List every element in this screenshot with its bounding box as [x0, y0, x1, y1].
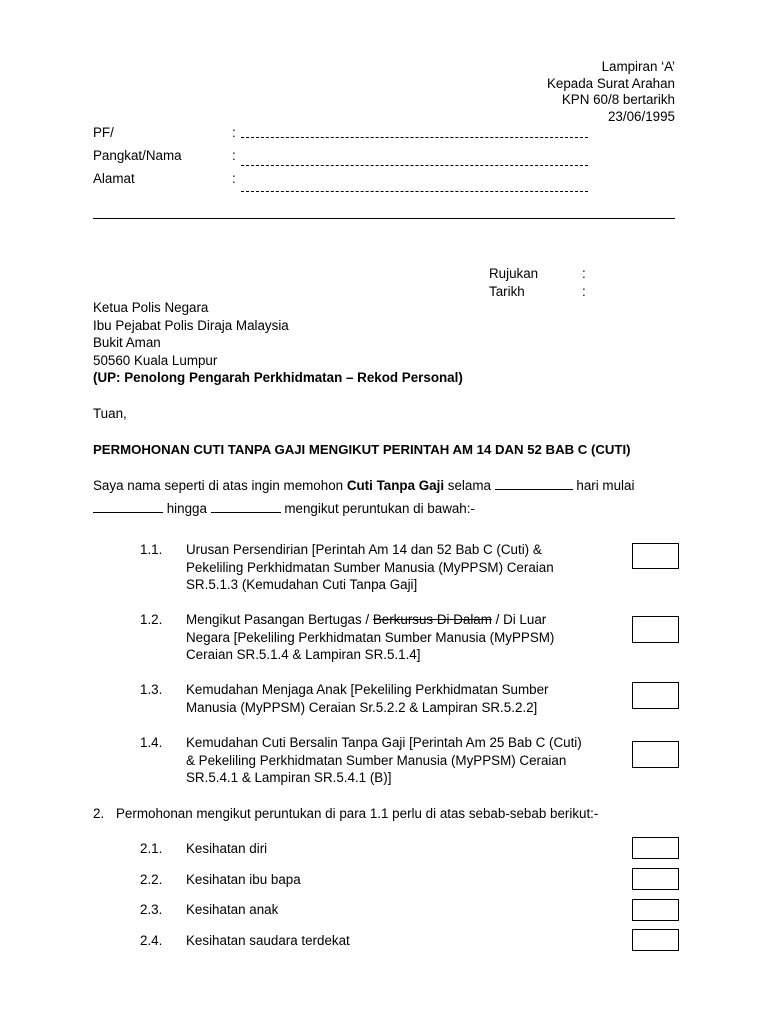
struck-text: Berkursus Di Dalam: [372, 612, 492, 627]
item-text: [186, 611, 614, 664]
intro-bold: Cuti Tanpa Gaji: [346, 478, 445, 493]
item-text-part: / Di Luar: [491, 612, 547, 627]
item-line: SR.5.4.1 & Lampiran SR.5.4.1 (B)]: [186, 770, 392, 785]
tarikh-label: Tarikh: [489, 284, 525, 299]
intro-text: mengikut peruntukan di bawah:-: [280, 501, 475, 516]
end-date-blank[interactable]: [211, 500, 281, 513]
pf-label: PF/: [93, 125, 114, 140]
item-text: [186, 734, 614, 787]
reason-2-1-checkbox[interactable]: [632, 837, 679, 859]
rujukan-colon: :: [582, 266, 586, 281]
days-blank[interactable]: [495, 477, 573, 490]
item-line: Urusan Persendirian [Perintah Am 14 dan 52 Bab C (Cuti) &: [186, 542, 542, 557]
item-line: Kemudahan Menjaga Anak [Pekeliling Perkhidmatan Sumber: [186, 682, 549, 697]
reason-text: Kesihatan diri: [186, 841, 268, 856]
item-line: Pekeliling Perkhidmatan Sumber Manusia (MyPPSM) Ceraian: [186, 559, 554, 575]
address-line: 50560 Kuala Lumpur: [93, 352, 218, 368]
intro-text: selama: [444, 478, 495, 493]
item-1-2-checkbox[interactable]: [632, 616, 679, 643]
item-line: SR.5.1.3 (Kemudahan Cuti Tanpa Gaji]: [186, 577, 418, 592]
intro-text: hari mulai: [572, 478, 635, 493]
intro-line-1: [93, 477, 634, 495]
tarikh-colon: :: [582, 284, 586, 299]
item-1-1-checkbox[interactable]: [632, 543, 679, 569]
pangkat-colon: :: [232, 148, 236, 163]
item-line: [186, 611, 614, 629]
address-line: Ibu Pejabat Polis Diraja Malaysia: [93, 317, 289, 333]
item-line: Negara [Pekeliling Perkhidmatan Sumber Manusia (MyPPSM): [186, 629, 555, 645]
item-text-part: Mengikut Pasangan Bertugas /: [186, 612, 373, 627]
item-line: Kemudahan Cuti Bersalin Tanpa Gaji [Perintah Am 25 Bab C (Cuti): [186, 735, 582, 750]
letter-subject: PERMOHONAN CUTI TANPA GAJI MENGIKUT PERINTAH AM 14 DAN 52 BAB C (CUTI): [93, 442, 631, 457]
intro-text: Saya nama seperti di atas ingin memohon: [93, 478, 347, 493]
alamat-colon: :: [232, 171, 236, 186]
attention-line: (UP: Penolong Pengarah Perkhidmatan – Rekod Personal): [93, 370, 463, 385]
pf-colon: :: [232, 125, 236, 140]
reason-number: 2.1.: [140, 841, 163, 856]
address-line: Ketua Polis Negara: [93, 300, 209, 315]
pangkat-nama-field[interactable]: [241, 165, 588, 166]
item-number: 1.1.: [140, 542, 163, 557]
reason-number: 2.2.: [140, 872, 163, 887]
pf-field[interactable]: [241, 137, 588, 138]
item-1-3-checkbox[interactable]: [632, 682, 679, 709]
header-line: 23/06/1995: [607, 108, 675, 124]
item-line: & Pekeliling Perkhidmatan Sumber Manusia (MyPPSM) Ceraian: [186, 752, 567, 768]
reason-2-4-checkbox[interactable]: [632, 929, 679, 951]
header-line: Kepada Surat Arahan: [546, 75, 675, 91]
item-line: Manusia (MyPPSM) Ceraian Sr.5.2.2 & Lampiran SR.5.2.2]: [186, 699, 538, 715]
item-1-4-checkbox[interactable]: [632, 741, 679, 768]
item-number: 1.2.: [140, 612, 163, 627]
reason-number: 2.4.: [140, 933, 163, 948]
recipient-address: [93, 299, 463, 387]
reason-text: Kesihatan saudara terdekat: [186, 933, 350, 948]
para-2-number: 2.: [93, 806, 105, 821]
pangkat-nama-label: Pangkat/Nama: [93, 148, 182, 163]
para-2-text: Permohonan mengikut peruntukan di para 1.1 perlu di atas sebab-sebab berikut:-: [116, 806, 599, 821]
reason-number: 2.3.: [140, 902, 163, 917]
item-line: Ceraian SR.5.1.4 & Lampiran SR.5.1.4]: [186, 647, 421, 662]
header-line: KPN 60/8 bertarikh: [561, 92, 675, 107]
item-text: [186, 681, 614, 716]
salutation: Tuan,: [93, 406, 127, 421]
section-divider: [93, 218, 675, 219]
alamat-label: Alamat: [93, 171, 135, 186]
item-text: [186, 541, 614, 594]
item-number: 1.4.: [140, 735, 163, 750]
item-number: 1.3.: [140, 682, 163, 697]
reason-2-2-checkbox[interactable]: [632, 868, 679, 890]
reason-text: Kesihatan ibu bapa: [186, 872, 301, 887]
start-date-blank[interactable]: [93, 500, 163, 513]
reason-2-3-checkbox[interactable]: [632, 899, 679, 921]
intro-line-2: [93, 500, 475, 518]
address-line: Bukit Aman: [93, 335, 161, 350]
alamat-field-line-1[interactable]: [241, 191, 588, 192]
header-line: Lampiran ‘A’: [601, 59, 675, 74]
reason-text: Kesihatan anak: [186, 902, 279, 917]
letter-reference-header: [455, 59, 675, 125]
rujukan-label: Rujukan: [489, 266, 539, 281]
intro-text: hingga: [163, 501, 211, 516]
